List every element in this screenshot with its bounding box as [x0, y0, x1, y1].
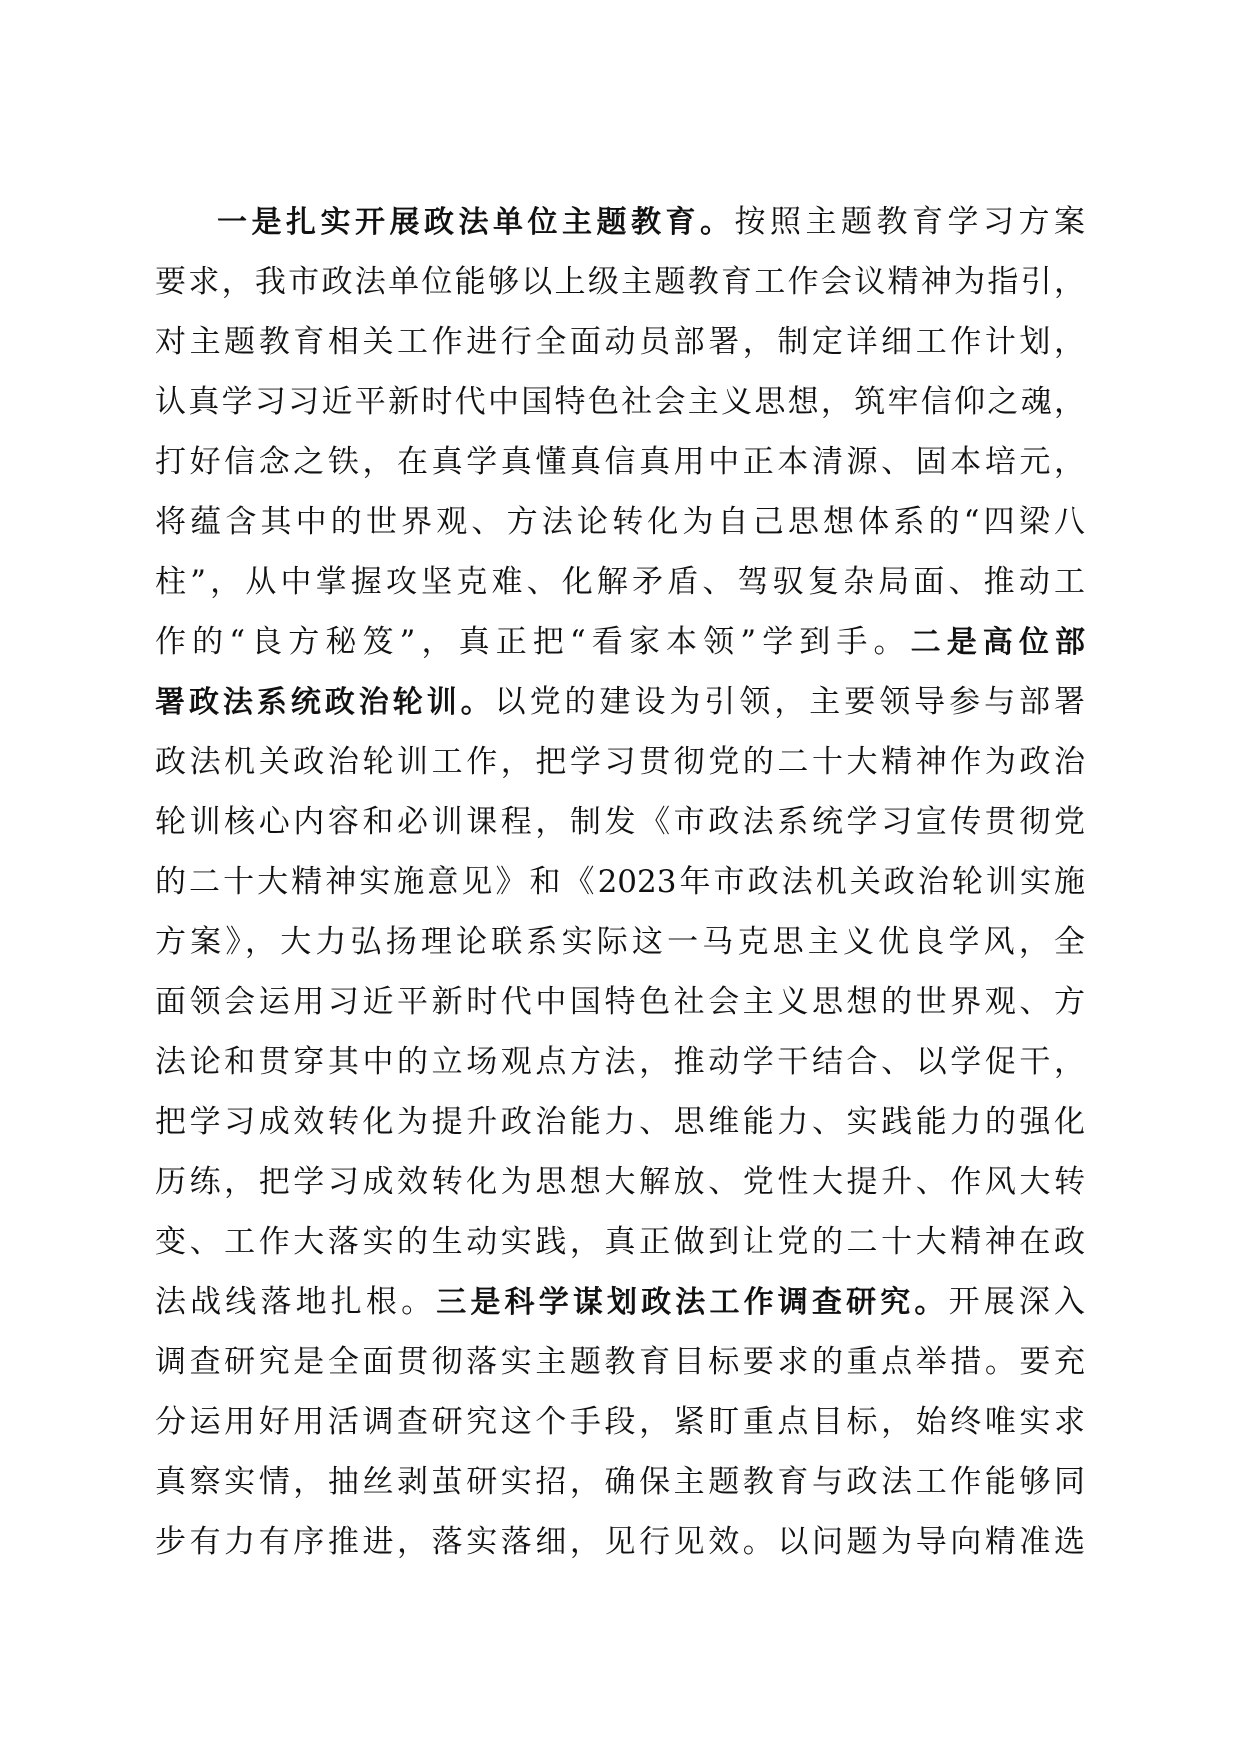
text-line: [155, 1512, 1085, 1572]
text-line: [155, 1092, 1085, 1152]
bold-heading-text: 二是高位部: [910, 625, 1086, 660]
bold-heading-text: 三是科学谋划政法工作调查研究。: [436, 1285, 949, 1320]
body-text-run: 要求，我市政法单位能够以上级主题教育工作会议精神为指引，: [155, 264, 1085, 300]
text-line: [155, 312, 1085, 372]
body-text-run: 法论和贯穿其中的立场观点方法，推动学干结合、以学促干，: [155, 1044, 1085, 1080]
text-line: [155, 372, 1085, 432]
text-line: [155, 1212, 1085, 1272]
body-text-run: 面领会运用习近平新时代中国特色社会主义思想的世界观、方: [155, 984, 1085, 1020]
text-line: [155, 1332, 1085, 1392]
body-text-run: 的二十大精神实施意见》和《2023年市政法机关政治轮训实施: [155, 864, 1085, 900]
body-text-run: 政法机关政治轮训工作，把学习贯彻党的二十大精神作为政治: [155, 744, 1085, 780]
body-text-run: 对主题教育相关工作进行全面动员部署，制定详细工作计划，: [155, 324, 1085, 360]
body-text-run: 作的“良方秘笈”，真正把“看家本领”学到手。: [155, 624, 911, 660]
body-text-run: 把学习成效转化为提升政治能力、思维能力、实践能力的强化: [155, 1104, 1085, 1140]
bold-heading-text: 署政法系统政治轮训。: [155, 685, 495, 720]
body-text-run: 步有力有序推进，落实落细，见行见效。以问题为导向精准选: [155, 1524, 1085, 1560]
body-text-run: 柱”，从中掌握攻坚克难、化解矛盾、驾驭复杂局面、推动工: [155, 564, 1085, 600]
body-text-run: 打好信念之铁，在真学真懂真信真用中正本清源、固本培元，: [155, 444, 1085, 480]
body-text-run: 按照主题教育学习方案: [734, 204, 1085, 240]
text-line: [155, 252, 1085, 312]
text-line: [155, 1032, 1085, 1092]
text-line: [155, 1452, 1085, 1512]
body-text-run: 开展深入: [948, 1284, 1086, 1320]
text-line: [155, 972, 1085, 1032]
text-line: [155, 492, 1085, 552]
body-text-run: 以党的建设为引领，主要领导参与部署: [494, 684, 1086, 720]
body-text-run: 法战线落地扎根。: [155, 1284, 437, 1320]
text-line: [155, 912, 1085, 972]
body-text-run: 变、工作大落实的生动实践，真正做到让党的二十大精神在政: [155, 1224, 1085, 1260]
text-line: [155, 1152, 1085, 1212]
text-line: [155, 792, 1085, 852]
text-line: [155, 852, 1085, 912]
body-text-run: 历练，把学习成效转化为思想大解放、党性大提升、作风大转: [155, 1164, 1085, 1200]
body-text-run: 调查研究是全面贯彻落实主题教育目标要求的重点举措。要充: [155, 1344, 1085, 1380]
text-line: [155, 1272, 1085, 1332]
body-paragraph: [155, 192, 1085, 1572]
bold-heading-text: 一是扎实开展政法单位主题教育。: [217, 205, 735, 240]
body-text-run: 将蕴含其中的世界观、方法论转化为自己思想体系的“四梁八: [155, 504, 1085, 540]
text-line: [155, 552, 1085, 612]
body-text-run: 轮训核心内容和必训课程，制发《市政法系统学习宣传贯彻党: [155, 804, 1085, 840]
text-line: [155, 672, 1085, 732]
body-text-run: 方案》，大力弘扬理论联系实际这一马克思主义优良学风，全: [155, 924, 1085, 960]
text-line: [155, 612, 1085, 672]
text-line: [155, 432, 1085, 492]
body-text-run: 真察实情，抽丝剥茧研实招，确保主题教育与政法工作能够同: [155, 1464, 1085, 1500]
body-text-run: 认真学习习近平新时代中国特色社会主义思想，筑牢信仰之魂，: [155, 384, 1085, 420]
text-line: [155, 192, 1085, 252]
body-text-run: 分运用好用活调查研究这个手段，紧盯重点目标，始终唯实求: [155, 1404, 1085, 1440]
text-line: [155, 1392, 1085, 1452]
text-line: [155, 732, 1085, 792]
